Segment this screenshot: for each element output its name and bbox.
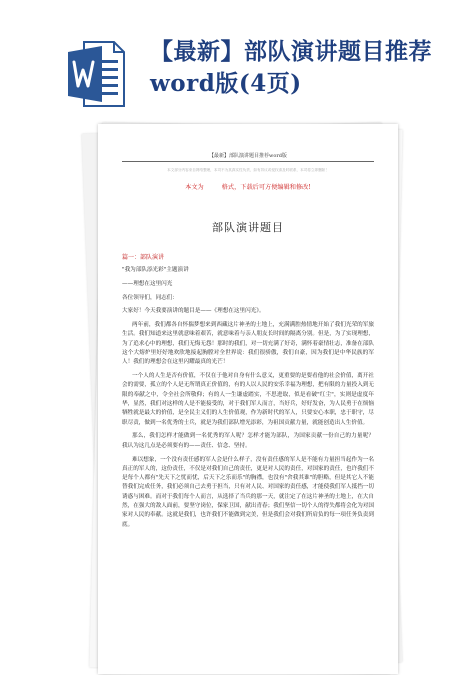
word-file-icon	[66, 40, 126, 108]
paragraph: ——理想在这里闪光	[122, 280, 173, 287]
paragraph: 一个人的人生是否有价值，不仅在于他对自身有什么意义，更重要的是要看他的社会价值，离开社会的需要，孤立的个人是无所谓真正价值的，有的人以人民的安乐幸福为理想，把有限的力量投入到无限的奉献之中，令全社会所敬仰；有的人一生谦虚踏实，不思进取，似是看破"红尘"，实则是虚度年华，显然，我们对这样的人是不能接受的，对于我们军人而言，当好兵，好好发奋，为人民勇于在烦恼牺牲就是最大的价值，是全民主义们的人生价值观，作为新时代的军人，只要安心本职，忠于职守，尽职尽责，做到一名优秀的士兵，就是为我们部队增光添彩，为祖国贡献力量，就能创造出人生价值。	[122, 373, 374, 426]
header-band	[0, 0, 474, 110]
paragraph: 大家好！今天我要演讲的题目是——《理想在这里闪光》。	[122, 308, 265, 315]
paragraph: "我为部队添光彩"主题演讲	[122, 267, 189, 273]
notice-left: 本文为	[185, 184, 204, 191]
running-head: 【最新】部队演讲题目推荐word版	[122, 152, 374, 162]
paragraph: 两年前，我们都各自怀揣梦想来到西藏这片神圣的土地上，充满满腔热情地开始了我们光荣的军旅生活。我们知道来这里就意味着艰苦，就意味着与亲人朋友长时间的隔离分别。但是，为了实现理想，为了追求心中的理想，我们无悔无怨！那时的我们，对一切充满了好奇，满怀着豪情壮志，准备在部队这个大熔炉里好好地欢欣地接起胸膛对全世界说：我们很骄傲，我们自豪，因为我们是中华民族的军人！我们的理想会在这里闪耀最真的光芒！	[122, 322, 374, 366]
notice-right: 格式，下载后可方便编辑和修改!	[221, 184, 311, 191]
document-body	[122, 266, 374, 534]
format-notice	[122, 182, 374, 191]
page-title: 【最新】部队演讲题目推荐word版(4页)	[150, 38, 432, 97]
paragraph: 那么，我们怎样才能做到一名优秀的军人呢？怎样才能为部队，为国家贡献一份自己的力量呢？ 我认为这几点是必须要有的——责任、信念、坚持。	[122, 433, 374, 449]
paragraph: 难以想象，一个没有责任感的军人会是什么样子，没有责任感的军人是不能有力量担当起作为一名真正的军人的，这份责任，不仅是对我们自己的责任，更是对人民的责任，对国家的责任，也许我们不是每个人都有"先天下之忧而忧，后天下之乐而乐"的胸襟，也没有"舍我其谁"的胆略，但是其它人不能替我们完成任务，我们必须自己去勇于担当，只有对人民、对国家的责任感，才能使我们军人抵挡一切诱惑与困难。而对于我们每个人而言，从选择了当兵的那一天，就注定了在这片神圣的土地上，在大自然，在强大的敌人面前，要坚守岗位，保家卫国，献出青春；我们坚信一切个人的得失都将会化为对国家对人民的奉献。这就是我们，也许我们不能做到完美，但是我们会对我们所肩负的每一项任务负责到底。	[122, 456, 374, 528]
paragraph: 各位领导们，同志们：	[122, 294, 178, 301]
disclaimer-line: 本文部分内容来自网络整理，本司不为其真实性负责，如有异议或侵权请及时联系，本司将立即删除！	[167, 168, 329, 172]
section-heading: 篇一：部队演讲	[122, 254, 165, 261]
document-main-title: 部队演讲题目	[212, 221, 284, 234]
document-page	[98, 124, 398, 674]
